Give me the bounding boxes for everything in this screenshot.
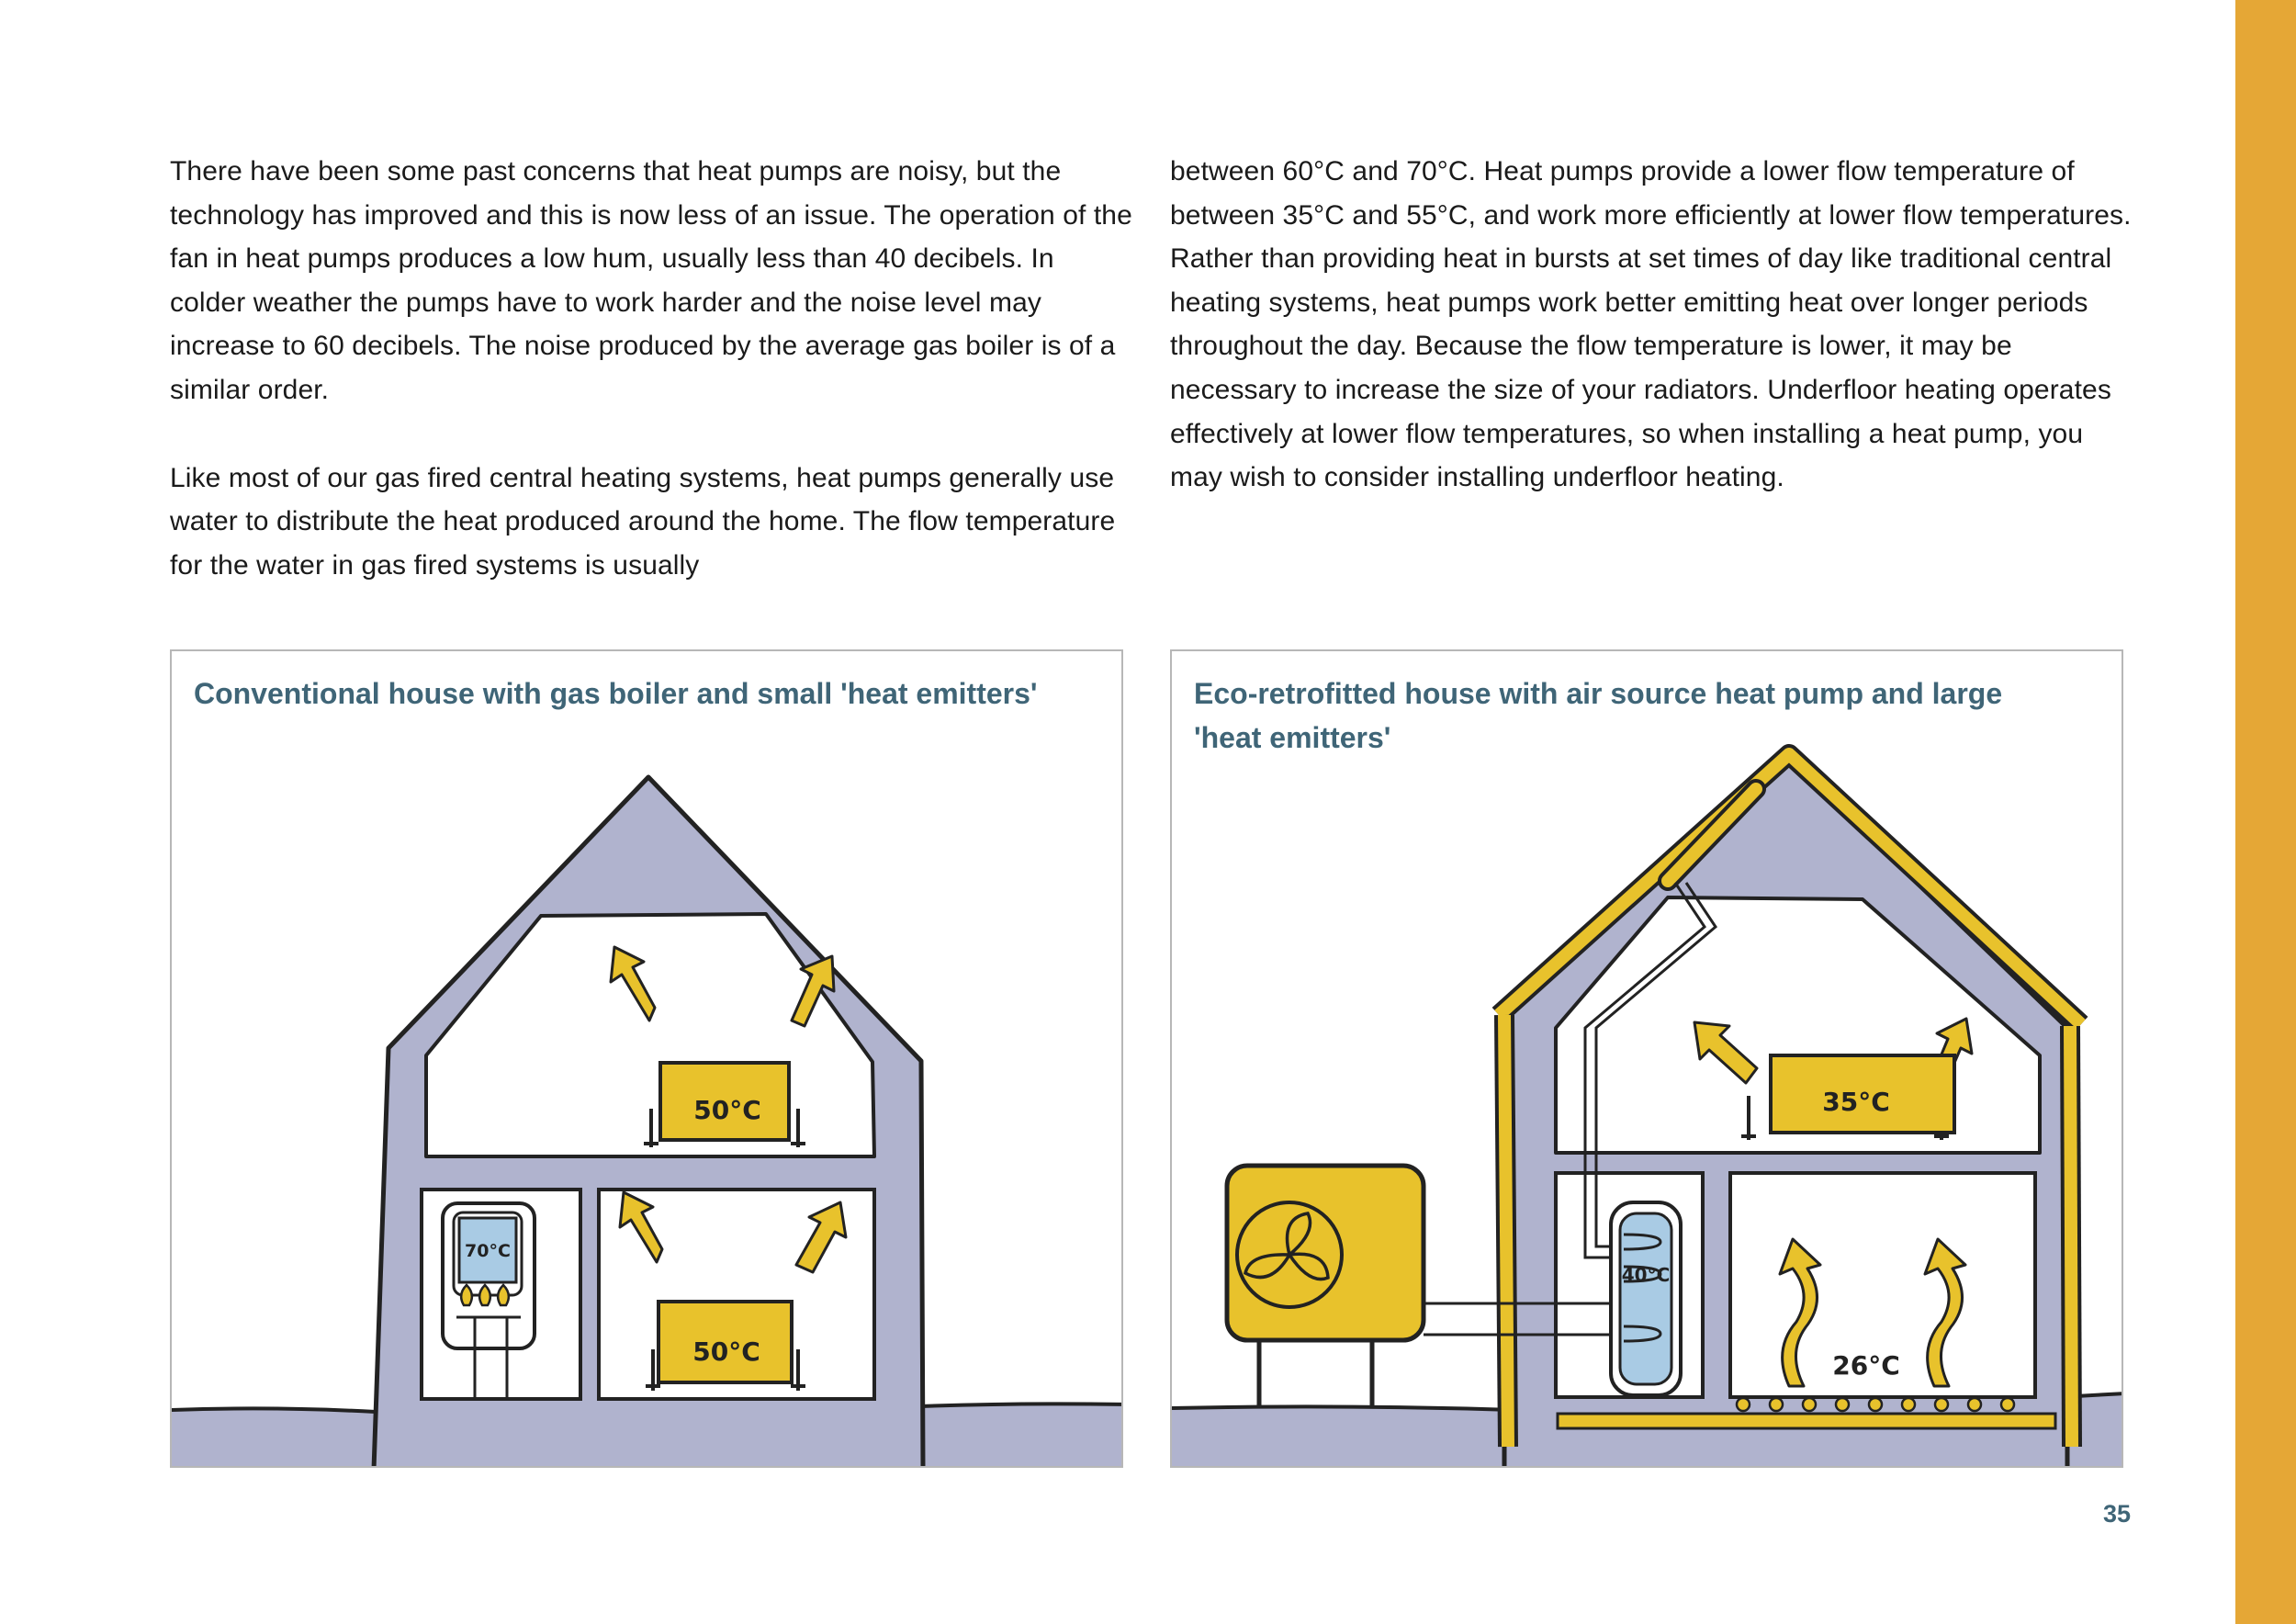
- wall-insulation-right: [2070, 1026, 2072, 1447]
- eco-house-illustration: [1172, 651, 2123, 1468]
- ground-left: [172, 1408, 374, 1468]
- downstairs-radiator-temperature: 50°C: [692, 1336, 760, 1367]
- cylinder-temperature-label: 40°C: [1621, 1264, 1671, 1286]
- flame-icon: [461, 1285, 509, 1305]
- figure-title-conventional: Conventional house with gas boiler and small 'heat emitters': [194, 677, 1038, 710]
- underfloor-pipes: [1737, 1398, 2014, 1411]
- underfloor-temperature-label: 26°C: [1832, 1350, 1900, 1381]
- boiler-temperature-label: 70°C: [465, 1241, 511, 1261]
- underfloor-heating: [1558, 1414, 2055, 1428]
- ground-right: [923, 1404, 1123, 1468]
- conventional-house-illustration: [172, 651, 1123, 1468]
- text-column-right: [1170, 150, 2134, 544]
- paragraph-noise: There have been some past concerns that heat pumps are noisy, but the technology has improved and this is now less of an issue. The operation of the fan in heat pumps produces a low hum, usually less than 40 decibels. In colder weather the pumps have to work harder and the noise level may increase to 60 decibels. The noise produced by the average gas boiler is of a similar order.: [170, 156, 1132, 405]
- accent-side-bar: [2235, 0, 2296, 1624]
- upstairs-radiator-temperature: 50°C: [693, 1095, 761, 1125]
- hot-water-cylinder: [1611, 1202, 1681, 1395]
- text-column-left: [170, 150, 1134, 631]
- paragraph-heat-pump-temperatures: between 60°C and 70°C. Heat pumps provide a lower flow temperature of between 35°C and 55°C, and work more efficiently at lower flow temperatures. Rather than providing heat in bursts at set times of day like traditional central heating systems, heat pumps work better emitting heat over longer periods throughout the day. Because the flow temperature is lower, it may be necessary to increase the size of your radiators. Underfloor heating operates effectively at lower flow temperatures, so when installing a heat pump, you may wish to consider installing underfloor heating.: [1170, 156, 2132, 493]
- figure-title-eco: Eco-retrofitted house with air source heat pump and large 'heat emitters': [1194, 677, 2003, 754]
- figure-eco-house: [1170, 649, 2123, 1468]
- figure-conventional-house: [170, 649, 1123, 1468]
- wall-insulation-left: [1504, 1015, 1508, 1447]
- page-number: 35: [2102, 1500, 2131, 1528]
- paragraph-flow-temperature: Like most of our gas fired central heating systems, heat pumps generally use water to distribute the heat produced around the home. The flow temperature for the water in gas fired systems is usually: [170, 462, 1116, 581]
- upstairs-radiator-temperature: 35°C: [1822, 1087, 1890, 1117]
